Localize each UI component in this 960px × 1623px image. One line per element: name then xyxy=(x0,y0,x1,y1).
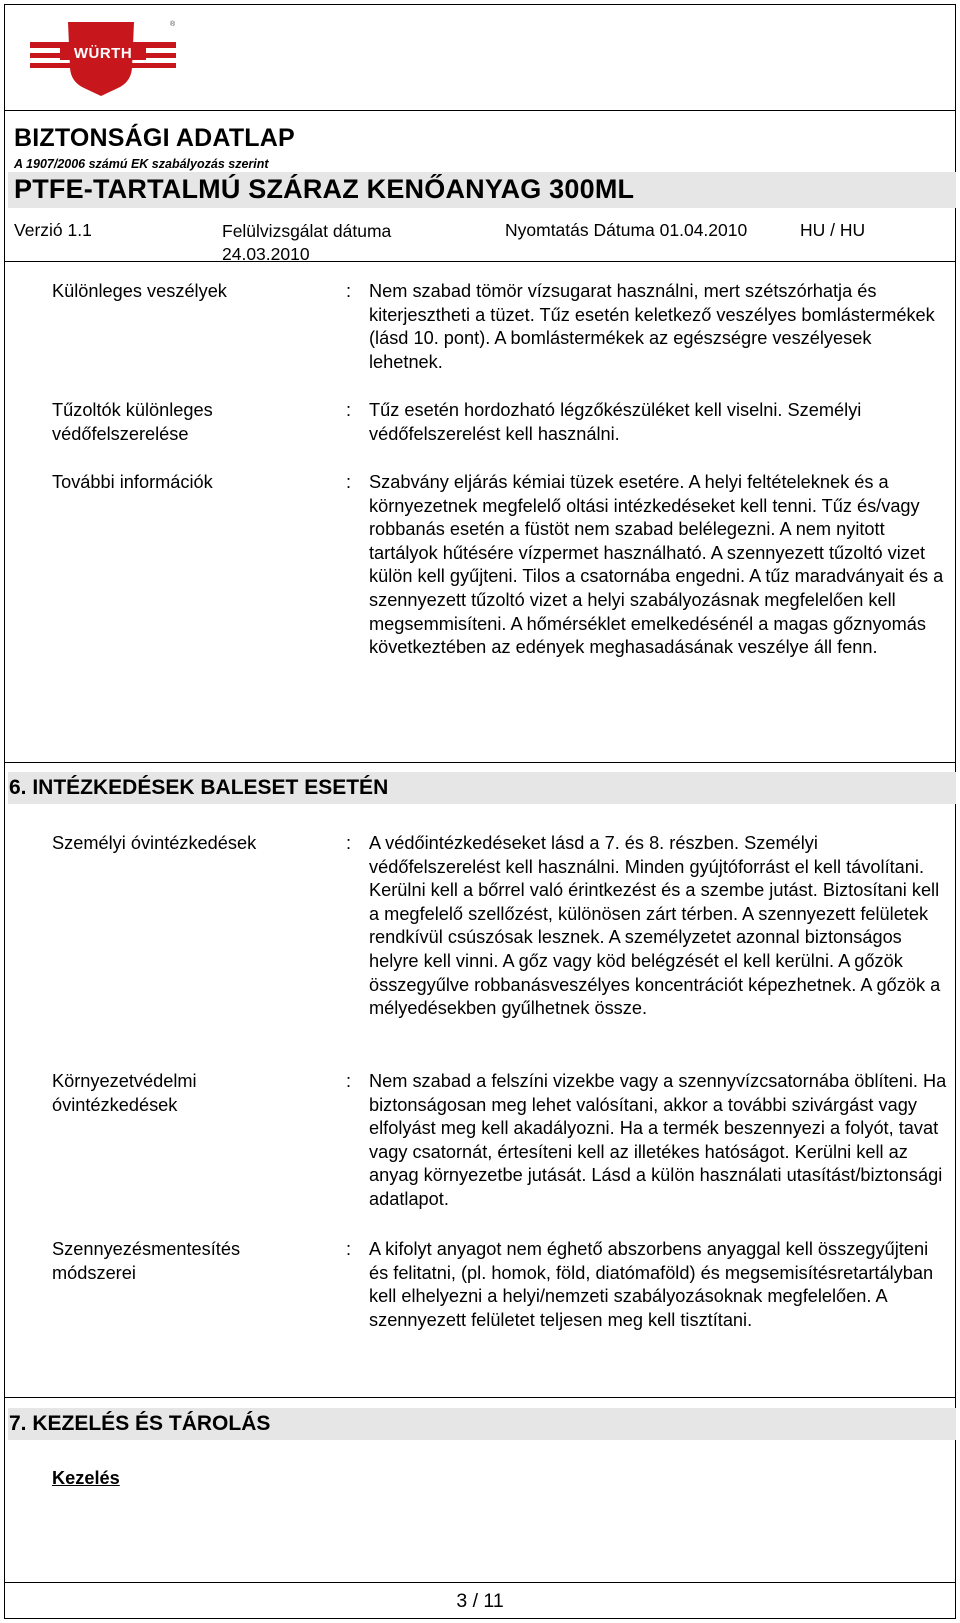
print-date: Nyomtatás Dátuma 01.04.2010 xyxy=(505,220,748,240)
field-colon: : xyxy=(346,400,352,420)
wurth-logo xyxy=(30,20,176,100)
section-divider xyxy=(4,1397,956,1398)
page-number: 3 / 11 xyxy=(456,1590,504,1612)
review-date-label: Felülvizsgálat dátuma xyxy=(222,221,392,241)
field-text: Nem szabad a felszíni vizekbe vagy a szennyvízcsatornába öblíteni. Ha biztonságosan meg lehet valósítani, akkor a további szivárgást vagy elfolyást meg kell akadályozni. Ha a termék beszennyezi a folyót, tavat vagy csatornát, értesíteni kell az illetékes hatóságot. Kerülni kell az anyag környezetbe jutását. Lásd a külön használati utasítást/biztonsági adatlapot. xyxy=(369,1071,947,1209)
regulation-reference: A 1907/2006 számú EK szabályozás szerint xyxy=(14,157,269,171)
svg-text:®: ® xyxy=(170,21,176,28)
field-colon: : xyxy=(346,281,352,301)
field-colon: : xyxy=(346,833,352,853)
field-colon: : xyxy=(346,1071,352,1091)
field-text: Szabvány eljárás kémiai tüzek esetére. A helyi feltételeknek és a környezetnek megfelelő oltási intézkedéseket kell tenni. Tűz és/vagy robbanás esetén a füstöt nem szabad belélegezni. A nem nyitott tartályok hűtésére vízpermet használható. A szennyezett tűzoltó vizet külön kell gyűjteni. Tilos a csatornába engedni. A tűz maradványait és a szennyezett tűzoltó vizet a helyi szabályozásnak megfelelően kell megsemmisíteni. A hőmérséklet emelkedésénél a magas gőznyomás következtében az edények meghasadásának veszélye áll fenn. xyxy=(369,472,944,658)
meta-divider xyxy=(4,261,956,262)
review-date-block xyxy=(222,220,391,266)
field-text: A kifolyt anyagot nem éghető abszorbens anyaggal kell összegyűjteni és felitatni, (pl. homok, föld, diatómaföld) és megsemisítésretartályban kell elhelyezni a helyi/nemzeti szabályozásoknak megfelelően. A szennyezett felületet teljesen meg kell tisztítani. xyxy=(369,1239,934,1330)
section-6-heading: 6. INTÉZKEDÉSEK BALESET ESETÉN xyxy=(8,772,956,804)
field-label: Különleges veszélyek xyxy=(52,281,227,301)
logo-text: WÜRTH xyxy=(73,45,133,62)
footer-divider xyxy=(4,1582,956,1583)
handling-subheading: Kezelés xyxy=(52,1468,120,1488)
section-7-heading: 7. KEZELÉS ÉS TÁROLÁS xyxy=(8,1408,956,1440)
language: HU / HU xyxy=(800,220,866,240)
field-colon: : xyxy=(346,472,352,492)
review-date: 24.03.2010 xyxy=(222,244,310,264)
field-label: Tűzoltók különleges védőfelszerelése xyxy=(52,400,213,444)
field-label: Környezetvédelmi óvintézkedések xyxy=(52,1071,197,1115)
field-text: Tűz esetén hordozható légzőkészüléket kell viselni. Személyi védőfelszerelést kell használni. xyxy=(369,400,862,444)
product-name: PTFE-TARTALMÚ SZÁRAZ KENŐANYAG 300ML xyxy=(14,174,635,204)
section-divider xyxy=(4,762,956,763)
field-label: Szennyezésmentesítés módszerei xyxy=(52,1239,241,1283)
page-frame xyxy=(4,4,956,1619)
field-label: Személyi óvintézkedések xyxy=(52,833,257,853)
header-divider xyxy=(4,110,956,111)
field-text: Nem szabad tömör vízsugarat használni, mert szétszórhatja és kiterjesztheti a tüzet. Tűz esetén keletkező veszélyes bomlástermékek (lásd 10. pont). A bomlástermékek az egészségre veszélyesek lehetnek. xyxy=(369,281,935,372)
field-text: A védőintézkedéseket lásd a 7. és 8. részben. Személyi védőfelszerelést kell használni. Minden gyújtóforrást el kell távolítani. Kerülni kell a bőrrel való érintkezést és a szembe jutást. Biztosítani kell a megfelelő szellőzést, különösen zárt térben. A szennyezett felületek rendkívül csúszósak lesznek. A személyzetet azonnal biztonságos helyre kell vinni. A gőz vagy köd belégzését el kell kerülni. A gőzök összegyűlve robbanásveszélyes koncentrációt képezhetnek. A gőzök a mélyedésekben gyűlhetnek össze. xyxy=(369,833,941,1019)
field-colon: : xyxy=(346,1239,352,1259)
field-label: További információk xyxy=(52,472,213,492)
document-title: BIZTONSÁGI ADATLAP xyxy=(14,124,295,152)
version: Verzió 1.1 xyxy=(14,220,92,240)
